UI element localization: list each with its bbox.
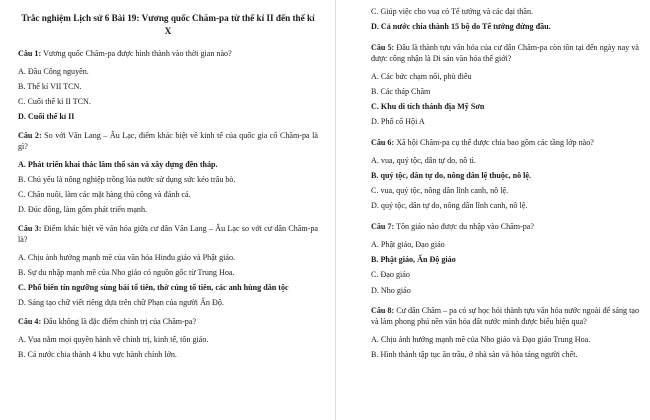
answer-option: B. Chủ yếu là nông nghiệp trồng lúa nước sử dụng sức kéo trâu bò. <box>18 174 236 184</box>
question-block <box>371 222 639 296</box>
question-number: Câu 3: <box>18 223 42 233</box>
answer-option-correct: B. quý tộc, dân tự do, nông dân lệ thuộc, nô lệ. <box>371 171 532 181</box>
answer-option: B. Hình thành tập tục ăn trầu, ở nhà sàn và hỏa táng người chết. <box>371 350 578 360</box>
answer-option: B. Cả nước chia thành 4 khu vực hành chính lớn. <box>18 350 177 360</box>
question-block <box>18 224 318 309</box>
answer-option: D. Sáng tạo chữ viết riêng dựa trên chữ Phạn của người Ấn Độ. <box>18 298 224 308</box>
answer-option: B. Thế kỉ VII TCN. <box>18 81 82 91</box>
question-text <box>18 224 318 246</box>
question-number: Câu 1: <box>18 48 42 58</box>
answer-option: A. Chịu ảnh hưởng mạnh mẽ của văn hóa Hinđu giáo và Phật giáo. <box>18 252 236 262</box>
top-spacer <box>371 0 639 7</box>
answer-option-correct: D. Cả nước chia thành 15 bộ do Tể tướng đứng đầu. <box>371 22 551 32</box>
question-text <box>18 131 318 153</box>
left-column <box>18 0 318 365</box>
answer-option: B. Các tháp Chăm <box>371 86 431 96</box>
answer-option: D. Đúc đồng, làm gốm phát triển mạnh. <box>18 205 148 215</box>
answer-option: D. quý tộc, dân tự do, nông dân lĩnh canh, nô lệ. <box>371 201 528 211</box>
answer-option: A. Chịu ảnh hưởng mạnh mẽ của Nho giáo và Đạo giáo Trung Hoa. <box>371 335 591 345</box>
question-number: Câu 2: <box>18 130 42 140</box>
answer-option-correct: C. Phổ biến tín ngưỡng sùng bái tổ tiên, thờ cúng tổ tiên, các anh hùng dân tộc <box>18 283 289 293</box>
question-block <box>18 317 318 361</box>
answer-option: B. Sự du nhập mạnh mẽ của Nho giáo có nguồn gốc từ Trung Hoa. <box>18 267 235 277</box>
question-number: Câu 6: <box>371 138 395 148</box>
answer-option: C. vua, quý tộc, nông dân lĩnh canh, nô lệ. <box>371 186 509 196</box>
question-block <box>371 43 639 128</box>
document-title: Trắc nghiệm Lịch sử 6 Bài 19: Vương quốc Chăm-pa từ thế kỉ II đến thế kỉ X <box>21 13 315 37</box>
answer-option-correct: B. Phật giáo, Ấn Độ giáo <box>371 255 456 265</box>
answer-option: A. Phật giáo, Đạo giáo <box>371 240 445 250</box>
right-column <box>371 0 639 366</box>
answer-option: C. Cuối thế kỉ II TCN. <box>18 96 91 106</box>
answer-option: D. Phố cổ Hội A <box>371 117 425 127</box>
question-number: Câu 4: <box>18 317 42 327</box>
continued-options <box>371 7 639 33</box>
answer-option: A. Đầu Công nguyên. <box>18 66 89 76</box>
question-text <box>18 49 318 60</box>
answer-option: D. Nho giáo <box>371 285 411 295</box>
column-divider <box>335 0 336 420</box>
answer-option-correct: D. Cuối thế kỉ II <box>18 111 75 121</box>
answer-option: C. Chăn nuôi, làm các mặt hàng thủ công và đánh cá. <box>18 189 191 199</box>
question-body: Vương quốc Chăm-pa được hình thành vào thời gian nào? <box>43 48 232 58</box>
question-body: Đâu không là đặc điểm chính trị của Chăm-pa? <box>43 317 197 327</box>
answer-option: C. Đạo giáo <box>371 270 410 280</box>
answer-option: C. Giúp việc cho vua có Tể tướng và các đại thần. <box>371 7 534 16</box>
question-text <box>371 306 639 328</box>
question-text <box>371 138 639 149</box>
left-question-list <box>18 49 318 361</box>
question-block <box>18 49 318 123</box>
question-number: Câu 5: <box>371 43 395 53</box>
question-text <box>18 317 318 328</box>
question-body: Cư dân Chăm – pa có sự học hỏi thành tựu văn hóa nước ngoài để sáng tạo và làm phong phú nền văn hóa đất nước mình được biểu hiện qua? <box>371 306 639 327</box>
question-block <box>371 306 639 361</box>
right-question-list <box>371 43 639 361</box>
question-body: Điểm khác biệt về văn hóa giữa cư dân Văn Lang – Âu Lạc so với cư dân Chăm-pa là? <box>18 223 318 244</box>
question-body: So với Văn Lang – Âu Lạc, điểm khác biệt về kinh tế của quốc gia cổ Chăm-pa là gì? <box>18 130 318 151</box>
answer-option: A. Vua nắm mọi quyền hành về chính trị, kinh tế, tôn giáo. <box>18 334 209 344</box>
question-body: Tôn giáo nào được du nhập vào Chăm-pa? <box>396 222 534 232</box>
answer-option-correct: C. Khu di tích thánh địa Mỹ Sơn <box>371 102 485 112</box>
question-number: Câu 8: <box>371 306 395 316</box>
answer-option: A. Các bức chạm nổi, phù điêu <box>371 71 472 81</box>
question-block <box>18 131 318 216</box>
question-number: Câu 7: <box>371 222 395 232</box>
question-body: Xã hội Chăm-pa cụ thể được chia bao gồm các tầng lớp nào? <box>396 138 594 148</box>
question-text <box>371 43 639 65</box>
question-text <box>371 222 639 233</box>
question-body: Đâu là thành tựu văn hóa của cư dân Chăm-pa còn tồn tại đến ngày nay và được công nhận là Di sản văn hóa thế giới? <box>371 43 639 63</box>
answer-option: A. vua, quý tộc, dân tự do, nô tì. <box>371 156 476 166</box>
question-block <box>371 138 639 212</box>
answer-option-correct: A. Phát triển khai thác lâm thổ sản và xây dựng đền tháp. <box>18 159 218 169</box>
